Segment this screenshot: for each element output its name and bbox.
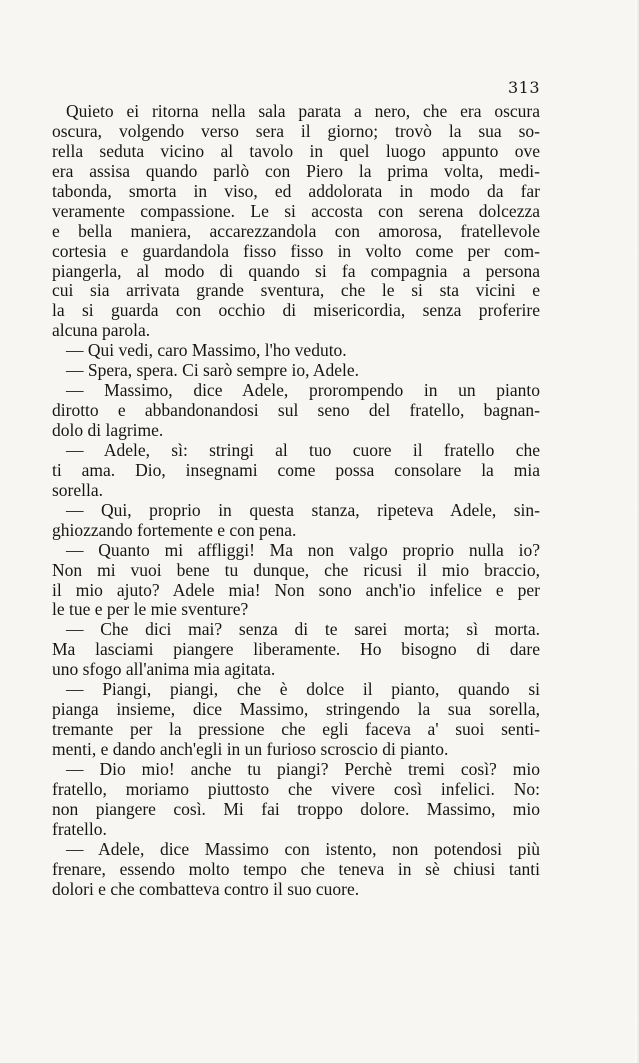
text-line: ghiozzando fortemente e con pena. (52, 519, 297, 540)
text-line: fratello. (52, 818, 107, 839)
text-line: cui sia arrivata grande sventura, che le si sta vicini e (52, 280, 540, 301)
text-line: e bella maniera, accarezzandola con amorosa, fratellevole (52, 220, 540, 241)
text-line: tremante per la pressione che egli faceva a' suoi senti- (52, 719, 540, 740)
text-line: Quieto ei ritorna nella sala parata a nero, che era oscura (66, 101, 540, 121)
text-line: — Spera, spera. Ci sarò sempre io, Adele. (66, 360, 360, 381)
text-line: sorella. (52, 479, 104, 500)
text-line: menti, e dando anch'egli in un furioso scroscio di pianto. (52, 739, 449, 759)
text-line: uno sfogo all'anima mia agitata. (52, 659, 276, 680)
paragraph (52, 361, 540, 381)
text-line: oscura, volgendo verso sera il giorno; trovò la sua so- (52, 120, 540, 141)
paragraph (52, 840, 540, 900)
text-line: — Massimo, dice Adele, prorompendo in un pianto (66, 380, 540, 401)
text-line: — Qui, proprio in questa stanza, ripeteva Adele, sin- (66, 499, 540, 520)
text-line: era assisa quando parlò con Piero la prima volta, medi- (52, 160, 540, 181)
text-line: ti ama. Dio, insegnami come possa consolare la mia (52, 459, 540, 480)
body-text (52, 102, 540, 900)
text-line: la si guarda con occhio di misericordia, senza proferire (52, 300, 540, 321)
paragraph (52, 680, 540, 760)
text-line: le tue e per le mie sventure? (52, 599, 249, 620)
text-line: Ma lasciami piangere liberamente. Ho bisogno di dare (52, 639, 540, 660)
text-line: dirotto e abbandonandosi sul seno del fratello, bagnan- (52, 400, 540, 421)
text-line: rella seduta vicino al tavolo in quel luogo appunto ove (52, 140, 540, 161)
text-line: Non mi vuoi bene tu dunque, che ricusi il mio braccio, (52, 559, 540, 580)
text-line: alcuna parola. (52, 320, 151, 341)
text-line: dolo di lagrime. (52, 420, 164, 440)
paragraph (52, 441, 540, 501)
text-line: fratello, moriamo piuttosto che vivere così infelici. No: (52, 778, 540, 799)
paragraph (52, 341, 540, 361)
text-line: — Qui vedi, caro Massimo, l'ho veduto. (66, 340, 347, 361)
paragraph (52, 381, 540, 441)
text-line: il mio ajuto? Adele mia! Non sono anch'io infelice e per (52, 579, 540, 600)
text-line: piangerla, al modo di quando si fa compagnia a persona (52, 260, 540, 281)
paragraph (52, 620, 540, 680)
text-line: cortesia e guardandola fisso fisso in volto come per com- (52, 240, 540, 261)
text-line: — Adele, dice Massimo con istento, non potendosi più (66, 838, 540, 859)
page-number: 313 (508, 78, 541, 97)
text-line: — Dio mio! anche tu piangi? Perchè tremi così? mio (66, 758, 540, 779)
text-line: tabonda, smorta in viso, ed addolorata in modo da far (52, 180, 540, 201)
text-line: non piangere così. Mi fai troppo dolore. Massimo, mio (52, 798, 540, 819)
text-line: pianga insieme, dice Massimo, stringendo la sua sorella, (52, 699, 540, 720)
paragraph (52, 501, 540, 541)
paragraph (52, 541, 540, 621)
text-line: — Che dici mai? senza di te sarei morta; sì morta. (66, 619, 540, 640)
paragraph (52, 760, 540, 840)
text-line: dolori e che combatteva contro il suo cuore. (52, 878, 360, 899)
text-line: veramente compassione. Le si accosta con serena dolcezza (52, 200, 540, 221)
page-edge (635, 0, 639, 1063)
paragraph (52, 102, 540, 341)
text-line: — Quanto mi affliggi! Ma non valgo proprio nulla io? (66, 539, 540, 560)
text-line: frenare, essendo molto tempo che teneva in sè chiusi tanti (52, 858, 540, 879)
text-line: — Adele, sì: stringi al tuo cuore il fratello che (66, 439, 540, 460)
text-line: — Piangi, piangi, che è dolce il pianto, quando si (66, 679, 540, 700)
